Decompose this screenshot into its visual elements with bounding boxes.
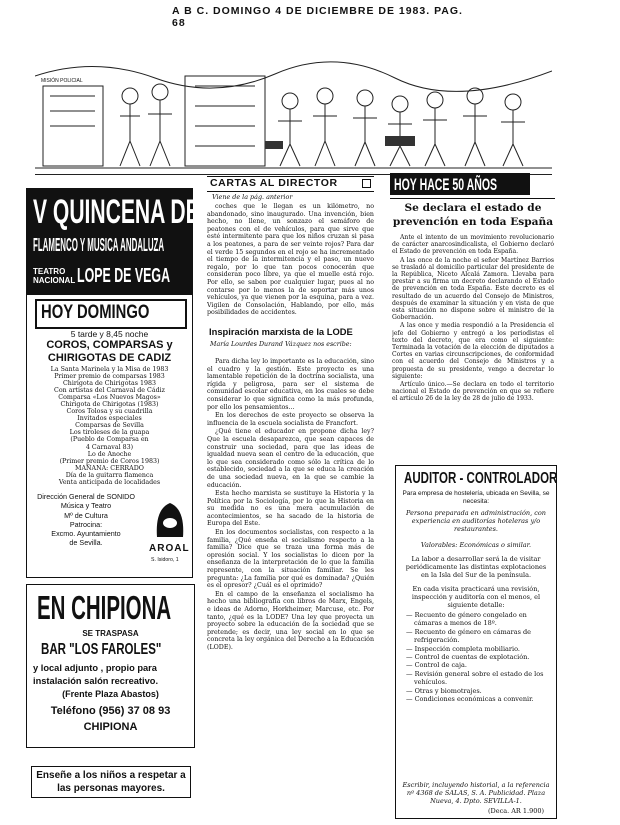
auditor-item [406,695,548,703]
quincena-subtitle: FLAMENCO Y MUSICA ANDALUZA [33,235,165,255]
auditor-item [406,687,548,695]
chipiona-title: EN CHIPIONA [37,589,172,626]
aroal-address: S. Isidoro, 1 [151,557,179,563]
page-header: A B C. DOMINGO 4 DE DICIEMBRE DE 1983. PAG. 68 [172,5,463,29]
organizer-line: Patrocina: [69,519,103,529]
auditor-item-text: Condiciones económicas a convenir. [414,695,534,704]
auditor-item [406,611,548,628]
letter-paragraph: ¿Qué tiene el educador en propone dicha ley? Que la escuela desaparezca, que sean capaces de construir una sociedad, para que las ideas de igualdad nueva sean el centro de la educación, que lo que sea considerado como sólo la crítica de lo establecido, sociedad a la que se educa la creación de una sociedad nueva, en la que se cambie la educación. [207,428,374,489]
desc-3: (Frente Plaza Abastos) [62,689,159,699]
program-lines [29,366,190,486]
letter-paragraph: Para dicha ley lo importante es la educación, sino el cuadro y la gestión. Este proyecto es una lamentable repetición de la doctrina socialista, una rígida y peligrosa, para ser el sistema de comunidad escolar educativa, en los cuales se debe considerar lo que significa como la más profunda, por ello los pensamientos... [207,358,374,411]
program-line: Coros Tolosa y su cuadrilla [66,408,153,416]
auditor-req: Persona preparada en administración, con experiencia en auditorías hoteleras y/o restaurantes. [406,509,546,533]
auditor-item-text: Otras y biomotrajes. [414,686,482,695]
cartas-column-1 [207,203,374,321]
se-traspasa: SE TRASPASA [82,629,139,638]
cartas-rule-2 [207,191,374,192]
auditor-item [406,628,548,645]
program-line: Lo de Anoche [87,450,132,458]
aroal-name: AROAL [149,543,190,554]
organizer-line: Mº de Cultura [64,510,108,520]
hoy-hace-rule [390,198,555,199]
aroal-logo-icon [153,499,187,539]
history-paragraph: Artículo único.—Se declara en todo el territorio nacional el Estado de prevención en que se refiere el artículo 26 de la ley de 28 de julio de 1933. [392,381,554,403]
auditor-item-text: Control de caja. [414,661,467,670]
letter-paragraph: En el campo de la enseñanza el socialismo ha hecho una bibliografía con libros de Marx, Engels, e ideas de Adorno, Horkheimer, Marcuse, etc. Por tanto, ¿qué es la LODE? Una ley que proyecta un proyecto sobre la educación de la sociedad que se pretende; es decir, una ley social en lo que se concreta la ley orgánica del Derecho a la Educación (LODE). [207,590,374,651]
venue-name: LOPE DE VEGA [77,265,171,287]
program-line: Venta anticipada de localidades [58,478,161,486]
hoy-hace-banner: HOY HACE 50 AÑOS [394,175,498,194]
dash-icon: — [406,669,415,678]
organizers [27,492,145,548]
auditor-item [406,653,548,661]
organizer-line: Excmo. Ayuntamiento [51,529,121,539]
cartoon-strip [35,56,552,175]
dash-icon: — [406,611,415,619]
quincena-title: V QUINCENA DE [33,193,200,231]
show-line-2: CHIRIGOTAS DE CADIZ [47,352,172,364]
letter-paragraph: coches que le llegan es un kilómetro, no abandonado, sino inaugurado. Una invención, bien hecho, no llene, un sonzazo el semáforo de peatones con el de vehículos, para que sirve que esté intermitente para que los niños cruzan si pasa a los peatones, a para de ser veinte rojos? Para dar el verde 15 segundos en el rojo se ha incrementado el tiempo de la intermitencia y el paso, un nuevo regalo, por lo que tan pocos conocerán que consideran poco libre, ya que el muelle está rojo. Por ello, se saben por cualquier lugar, pues al no contarse por lo menos la de soportar más unos vehículos, ya que vienen por la esquina, para a vez. Vigilen de Consolación, Hablando, por ello, más posibilidades de accidentes. [207,203,374,317]
organizer-line: de Sevilla. [69,538,103,548]
dash-icon: — [406,653,415,662]
cartas-column-2 [207,358,374,816]
hoy-hace-body [392,234,554,428]
program-line: Invitados especiales [77,415,142,423]
program-line: Comparsas de Sevilla [75,422,144,430]
auditor-item-text: Recuento de género congelado en cámaras a menos de 18º. [414,611,527,628]
program-line: Con artistas del Carnaval de Cádiz [54,387,165,395]
program-line: Comparsa «Los Nuevos Magos» [58,394,161,402]
chipiona-ad [26,584,195,748]
hoy-domingo: HOY DOMINGO [41,302,150,323]
auditor-footer: Escribir, incluyendo historial, a la referencia nº 4368 de SALAS, S. A. Publicidad. Plaza Nueva, 4. Dpto. SEVILLA-1. [402,781,550,805]
program-line: Chirigota de Chirigotas 1983 [62,380,157,388]
program-line: Los tiroleses de la guapa [69,429,150,437]
program-line: Día de la guitarra flamenca [65,471,154,479]
program-line: (Primer premio de Coros 1983) [59,457,160,465]
auditor-req-2: Valorables: Económicas o similar. [420,541,532,549]
program-line: Primer premio de comparsas 1983 [54,373,165,381]
cartas-heading: CARTAS AL DIRECTOR [210,177,338,189]
auditor-item [406,670,548,687]
cartoon-illustration [35,56,552,174]
teatro-label: TEATRO NACIONAL [33,267,76,285]
first-line: Viene de la pág. anterior [212,193,293,201]
organizer-line: Dirección General de SONIDO [37,492,135,501]
auditor-item-text: Inspección completa mobiliario. [414,644,520,653]
auditor-item-text: Recuento de género en cámaras de refrigeración. [414,627,532,645]
dash-icon: — [406,661,415,670]
program-line: Chirigota de Chirigotas (1983) [60,401,159,409]
auditor-title: AUDITOR - CONTROLADOR [404,470,558,487]
organizer-line: Música y Teatro [60,501,112,511]
dash-icon: — [406,686,415,695]
program-line: MAÑANA: CERRADO [75,464,144,472]
auditor-intro: Para empresa de hostelería, ubicada en Sevilla, se necesita: [402,490,550,505]
dash-icon: — [406,627,415,636]
history-paragraph: Ante el intento de un movimiento revolucionario de carácter anarcosindicalista, el Gobierno declaró el Estado de prevención en toda España. [392,234,554,256]
auditor-item [406,661,548,669]
auditor-funcs-intro: En cada visita practicará una revisión, inspección y auditoría con el menos, el siguiente detalle: [411,585,541,609]
auditor-ad [395,465,557,819]
dash-icon: — [406,644,415,653]
program-line: 4 Carnaval 83) [85,443,134,451]
town: CHIPIONA [83,721,138,733]
program-line: (Pueblo de Comparsa en [70,436,149,444]
history-paragraph: A las once y media respondió a la Presidencia el jefe del Gobierno y entregó a los periodistas el texto del decreto, que era como el siguiente: Terminada la votación de la elección de diputados a Cortes en varias circunscripciones, de conformidad con el acuerdo del Consejo de Ministros y a propuesta de su presidente, vengo a decretar lo siguiente: [392,322,554,380]
auditor-item-text: Control de cuentas de explotación. [414,653,530,662]
quincena-ad [26,188,200,578]
letter-paragraph: Esta hecho marxista se sustituye la Historia y la Política por la Sociología, por lo que la Historia en su medida no es una mera acumulación de acontecimientos, se ha sacado de la historia de Europa del Este. [207,490,374,528]
desc-1: y local adjunto , propio para [33,663,157,673]
bar-name: BAR "LOS FAROLES" [41,641,162,658]
auditor-item-text: Revisión general sobre el estado de los vehículos. [414,669,544,687]
phone: Teléfono (956) 37 08 93 [50,705,171,717]
letter-paragraph: En los derechos de este proyecto se observa la influencia de la escuela socialista de Francfort. [207,412,374,427]
show-line-1: COROS, COMPARSAS y [46,339,173,351]
ensene-box: Enseñe a los niños a respetar a las personas mayores. [31,766,191,798]
auditor-items [406,611,548,703]
author-line: María Lourdes Durand Vázquez nos escribe: [210,341,352,348]
auditor-ref: (Deca. AR 1.900) [488,807,545,815]
program-line: La Santa Marinela y la Misa de 1983 [50,366,169,373]
desc-2: instalación salón recreativo. [33,676,159,686]
checkbox-icon [362,179,371,188]
auditor-labor: La labor a desarrollar será la de visitar periódicamente las distintas explotaciones en la Isla del Sur de la península. [405,555,547,579]
history-paragraph: A las once de la noche el señor Martínez Barrios se trasladó al domicilio particular del presidente de la República, Niceto Alcalá Zamora. Llevaba para prestar a su firma un decreto declarando el Estado de prevención en toda España. Este decreto es el resultado de un acuerdo del Consejo de Ministros, después de examinar la situación y en vista de que esta situación no dispone sobre el ministro de la Gobernación. [392,256,554,322]
cartoon-caption: MISIÓN POLICIAL [41,78,83,84]
letter-paragraph: En los documentos socialistas, con respecto a la familia, ¿Qué enseña el socialismo respecto a la familia? Dice que se traza una forma más de opresión social. Y los socialistas lo dicen por la enseñanza de la interpretación de lo que la familia represente, con la situación familiar. Se les pregunta: ¿La familia por qué es dominada? ¿Quién es el opresor? ¿Cuál es el oprimido? [207,529,374,590]
show-time: 5 tarde y 8,45 noche [70,329,149,339]
lode-heading: Inspiración marxista de la LODE [209,326,353,337]
dash-icon: — [406,695,415,704]
hoy-hace-title: Se declara el estado de prevención en toda España [392,202,554,228]
auditor-item [406,645,548,653]
